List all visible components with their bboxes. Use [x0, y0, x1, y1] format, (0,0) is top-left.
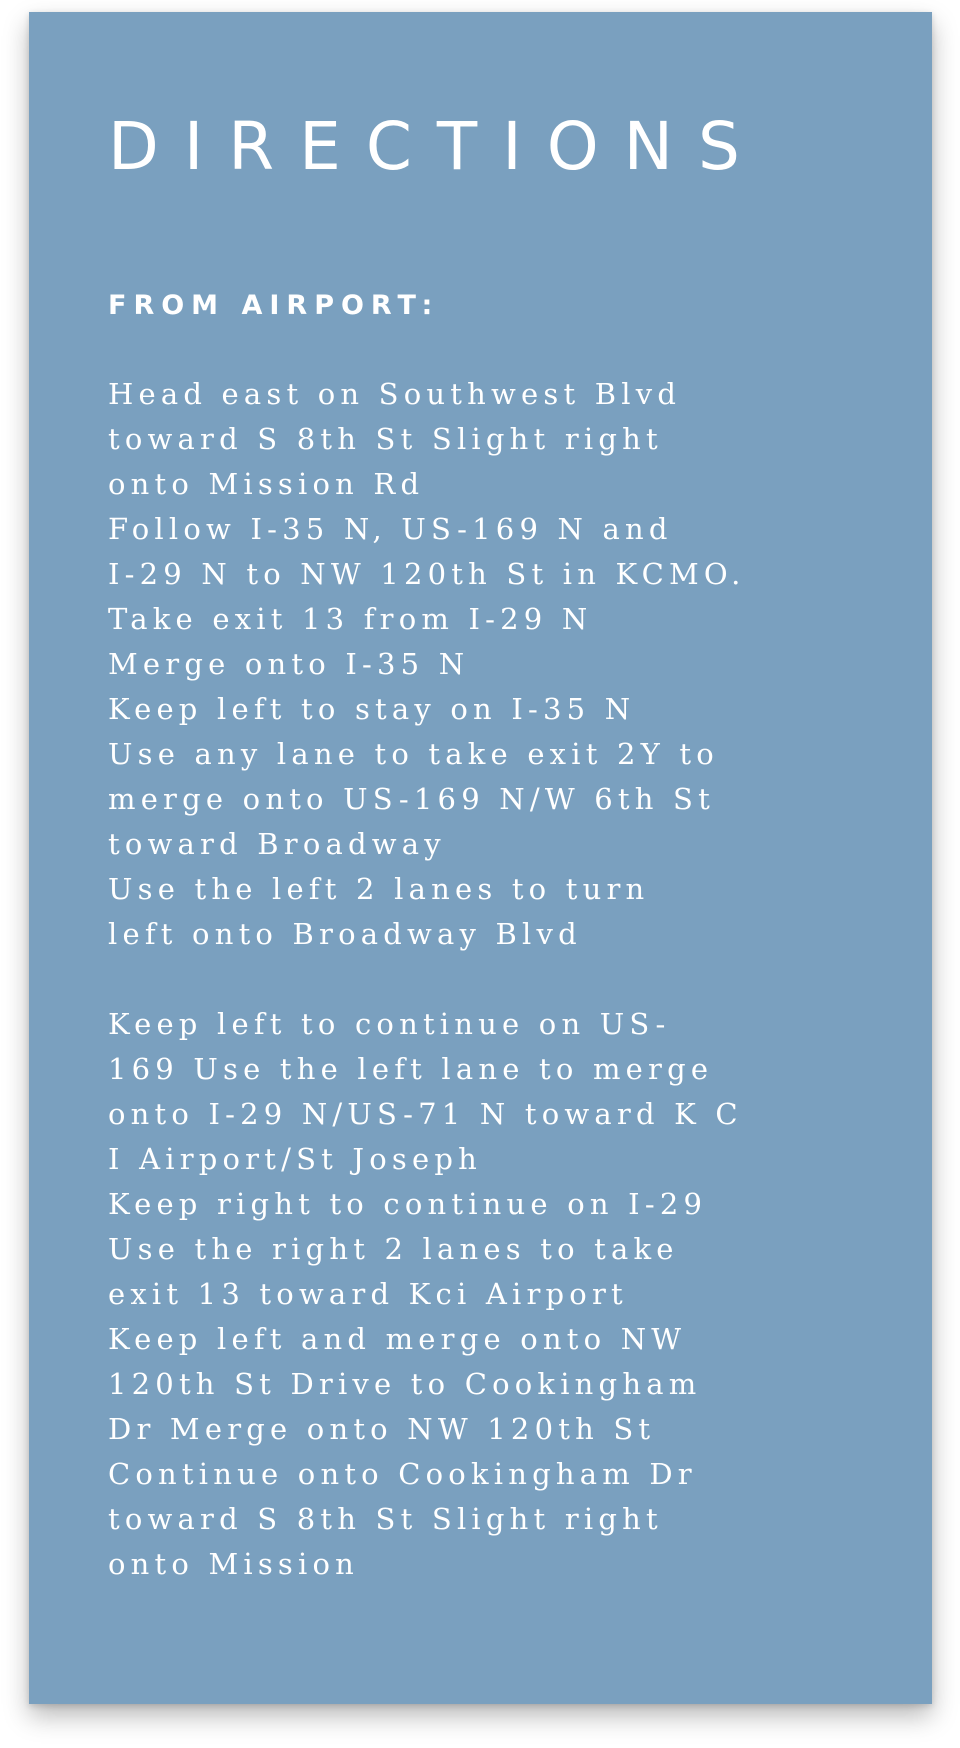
direction-line: Use any lane to take exit 2Y to: [108, 736, 719, 771]
direction-line: Merge onto I-35 N: [108, 646, 470, 681]
direction-line: Keep right to continue on I-29: [108, 1186, 708, 1221]
direction-line: onto I-29 N/US-71 N toward K C: [108, 1096, 743, 1131]
direction-line: merge onto US-169 N/W 6th St: [108, 781, 715, 816]
page-title: DIRECTIONS: [108, 108, 765, 185]
direction-line: Use the left 2 lanes to turn: [108, 871, 650, 906]
section-heading-from-airport: FROM AIRPORT:: [108, 290, 440, 322]
direction-line: Take exit 13 from I-29 N: [108, 601, 593, 636]
direction-line: I-29 N to NW 120th St in KCMO.: [108, 556, 746, 591]
direction-line: left onto Broadway Blvd: [108, 916, 582, 951]
directions-paragraph-2: [108, 1002, 872, 1587]
directions-paragraph-1: [108, 372, 872, 957]
direction-line: toward S 8th St Slight right: [108, 1501, 663, 1536]
direction-line: Use the right 2 lanes to take: [108, 1231, 679, 1266]
directions-card: [29, 12, 932, 1704]
direction-line: exit 13 toward Kci Airport: [108, 1276, 628, 1311]
direction-line: 169 Use the left lane to merge: [108, 1051, 714, 1086]
direction-line: I Airport/St Joseph: [108, 1141, 482, 1176]
direction-line: Head east on Southwest Blvd: [108, 376, 682, 411]
direction-line: Dr Merge onto NW 120th St: [108, 1411, 656, 1446]
direction-line: Follow I-35 N, US-169 N and: [108, 511, 673, 546]
direction-line: Keep left and merge onto NW: [108, 1321, 687, 1356]
direction-line: Keep left to stay on I-35 N: [108, 691, 636, 726]
direction-line: onto Mission Rd: [108, 466, 425, 501]
direction-line: Keep left to continue on US-: [108, 1006, 671, 1041]
direction-line: Continue onto Cookingham Dr: [108, 1456, 697, 1491]
direction-line: toward Broadway: [108, 826, 446, 861]
direction-line: toward S 8th St Slight right: [108, 421, 663, 456]
direction-line: onto Mission: [108, 1546, 360, 1581]
direction-line: 120th St Drive to Cookingham: [108, 1366, 702, 1401]
